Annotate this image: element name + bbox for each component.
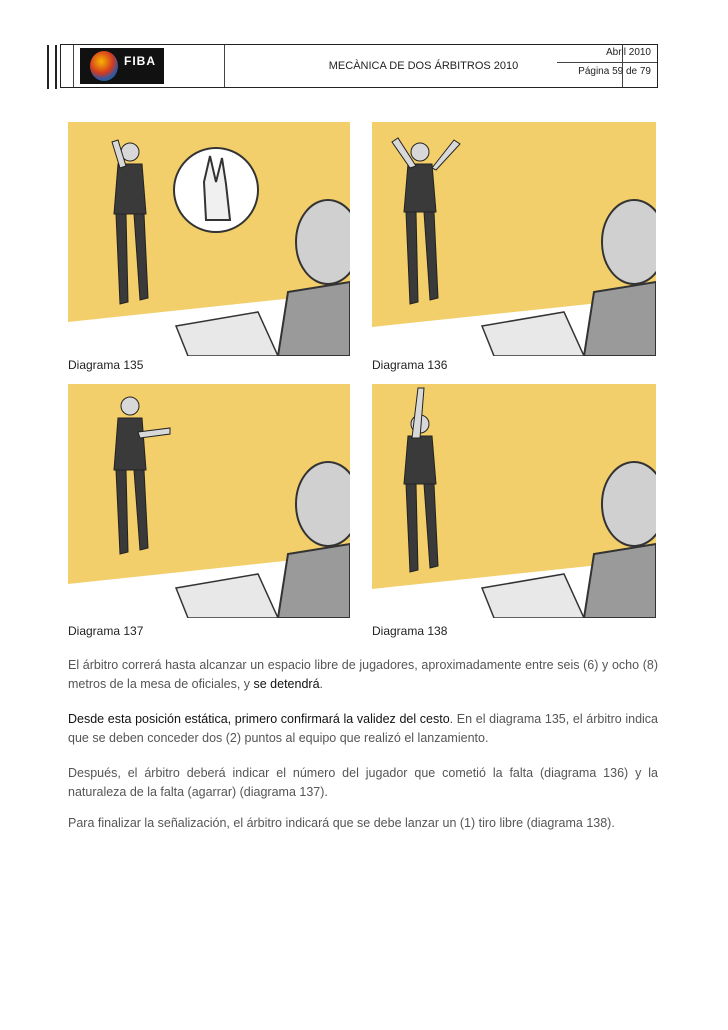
header-rule xyxy=(47,45,49,89)
paragraph-3: Después, el árbitro deberá indicar el número del jugador que cometió la falta (diagrama 136) y la naturaleza de la falta (agarrar) (diagrama 137). xyxy=(68,766,658,799)
header-rule xyxy=(55,45,57,89)
diagram-138-image xyxy=(372,384,656,618)
diagram-138-caption: Diagrama 138 xyxy=(372,624,448,638)
diagram-137-image xyxy=(68,384,350,618)
header-meta xyxy=(561,47,651,77)
diagram-135-image xyxy=(68,122,350,356)
paragraph-1-end: . xyxy=(319,677,324,691)
paragraph-1-emphasis: se detendrá xyxy=(253,677,320,691)
basketball-icon xyxy=(90,51,118,81)
logo-cell xyxy=(73,45,225,87)
fiba-logo xyxy=(80,48,164,84)
diagram-136-image xyxy=(372,122,656,356)
paragraph-2-emphasis: Desde esta posición estática, primero confirmará la validez del cesto xyxy=(68,712,450,726)
document-date: Abril 2010 xyxy=(605,47,651,58)
document-title: MECÀNICA DE DOS ÁRBITROS 2010 xyxy=(225,45,623,87)
paragraph-1 xyxy=(68,656,658,694)
diagram-136-caption: Diagrama 136 xyxy=(372,358,448,372)
paragraph-2-text: . En el diagrama 135, el árbitro indica que se deben conceder dos (2) puntos al equipo que realizó el lanzamiento. xyxy=(68,712,658,745)
paragraph-1-text: El árbitro correrá hasta alcanzar un espacio libre de jugadores, aproximadamente entre seis (6) y ocho (8) metros de la mesa de oficiales, y xyxy=(68,658,658,691)
diagram-137-caption: Diagrama 137 xyxy=(68,624,144,638)
logo-text: FIBA xyxy=(124,54,156,68)
page-number: Página 59 de 79 xyxy=(578,66,651,77)
diagram-135-caption: Diagrama 135 xyxy=(68,358,144,372)
paragraph-4: Para finalizar la señalización, el árbitro indicará que se debe lanzar un (1) tiro libre (diagrama 138). xyxy=(68,816,615,830)
paragraph-2 xyxy=(68,710,658,748)
page-header xyxy=(60,44,658,88)
